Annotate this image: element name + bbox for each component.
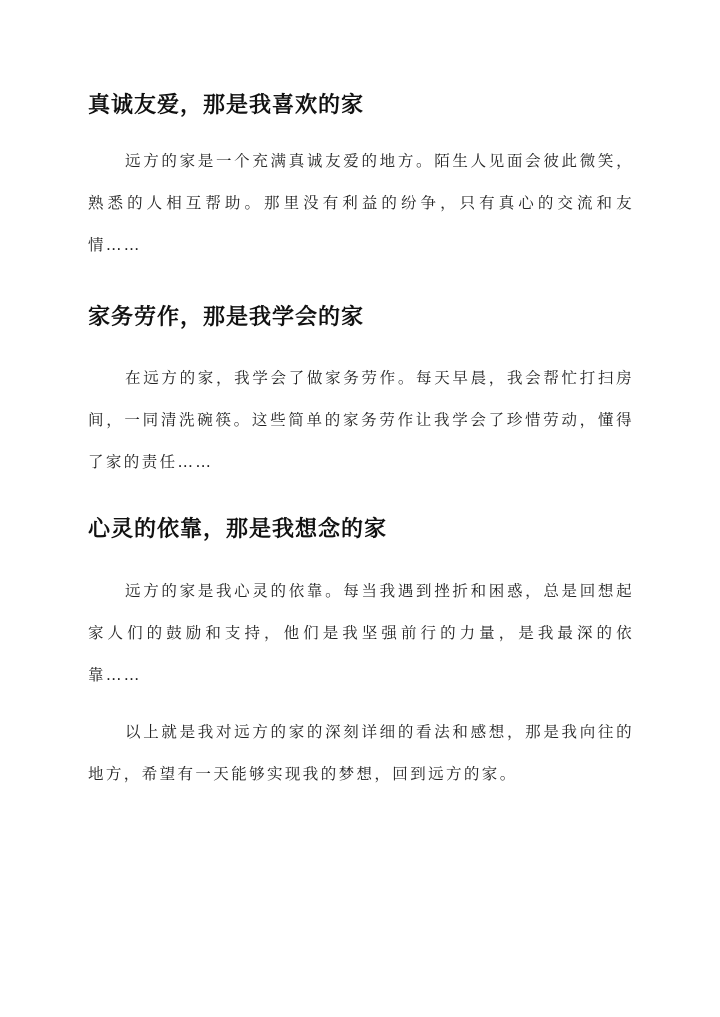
section-body-1: 远方的家是一个充满真诚友爱的地方。陌生人见面会彼此微笑，熟悉的人相互帮助。那里没有利益的纷争，只有真心的交流和友情…… — [88, 152, 634, 254]
section-heading-2: 家务劳作，那是我学会的家 — [88, 304, 365, 330]
section-heading-1: 真诚友爱，那是我喜欢的家 — [88, 92, 365, 118]
conclusion-paragraph: 以上就是我对远方的家的深刻详细的看法和感想，那是我向往的地方，希望有一天能够实现我的梦想，回到远方的家。 — [88, 723, 634, 783]
section-heading-3: 心灵的依靠，那是我想念的家 — [88, 516, 388, 542]
section-body-3: 远方的家是我心灵的依靠。每当我遇到挫折和困惑，总是回想起家人们的鼓励和支持，他们是我坚强前行的力量，是我最深的依靠…… — [88, 582, 634, 684]
section-body-2: 在远方的家，我学会了做家务劳作。每天早晨，我会帮忙打扫房间，一同清洗碗筷。这些简单的家务劳作让我学会了珍惜劳动，懂得了家的责任…… — [88, 369, 634, 471]
